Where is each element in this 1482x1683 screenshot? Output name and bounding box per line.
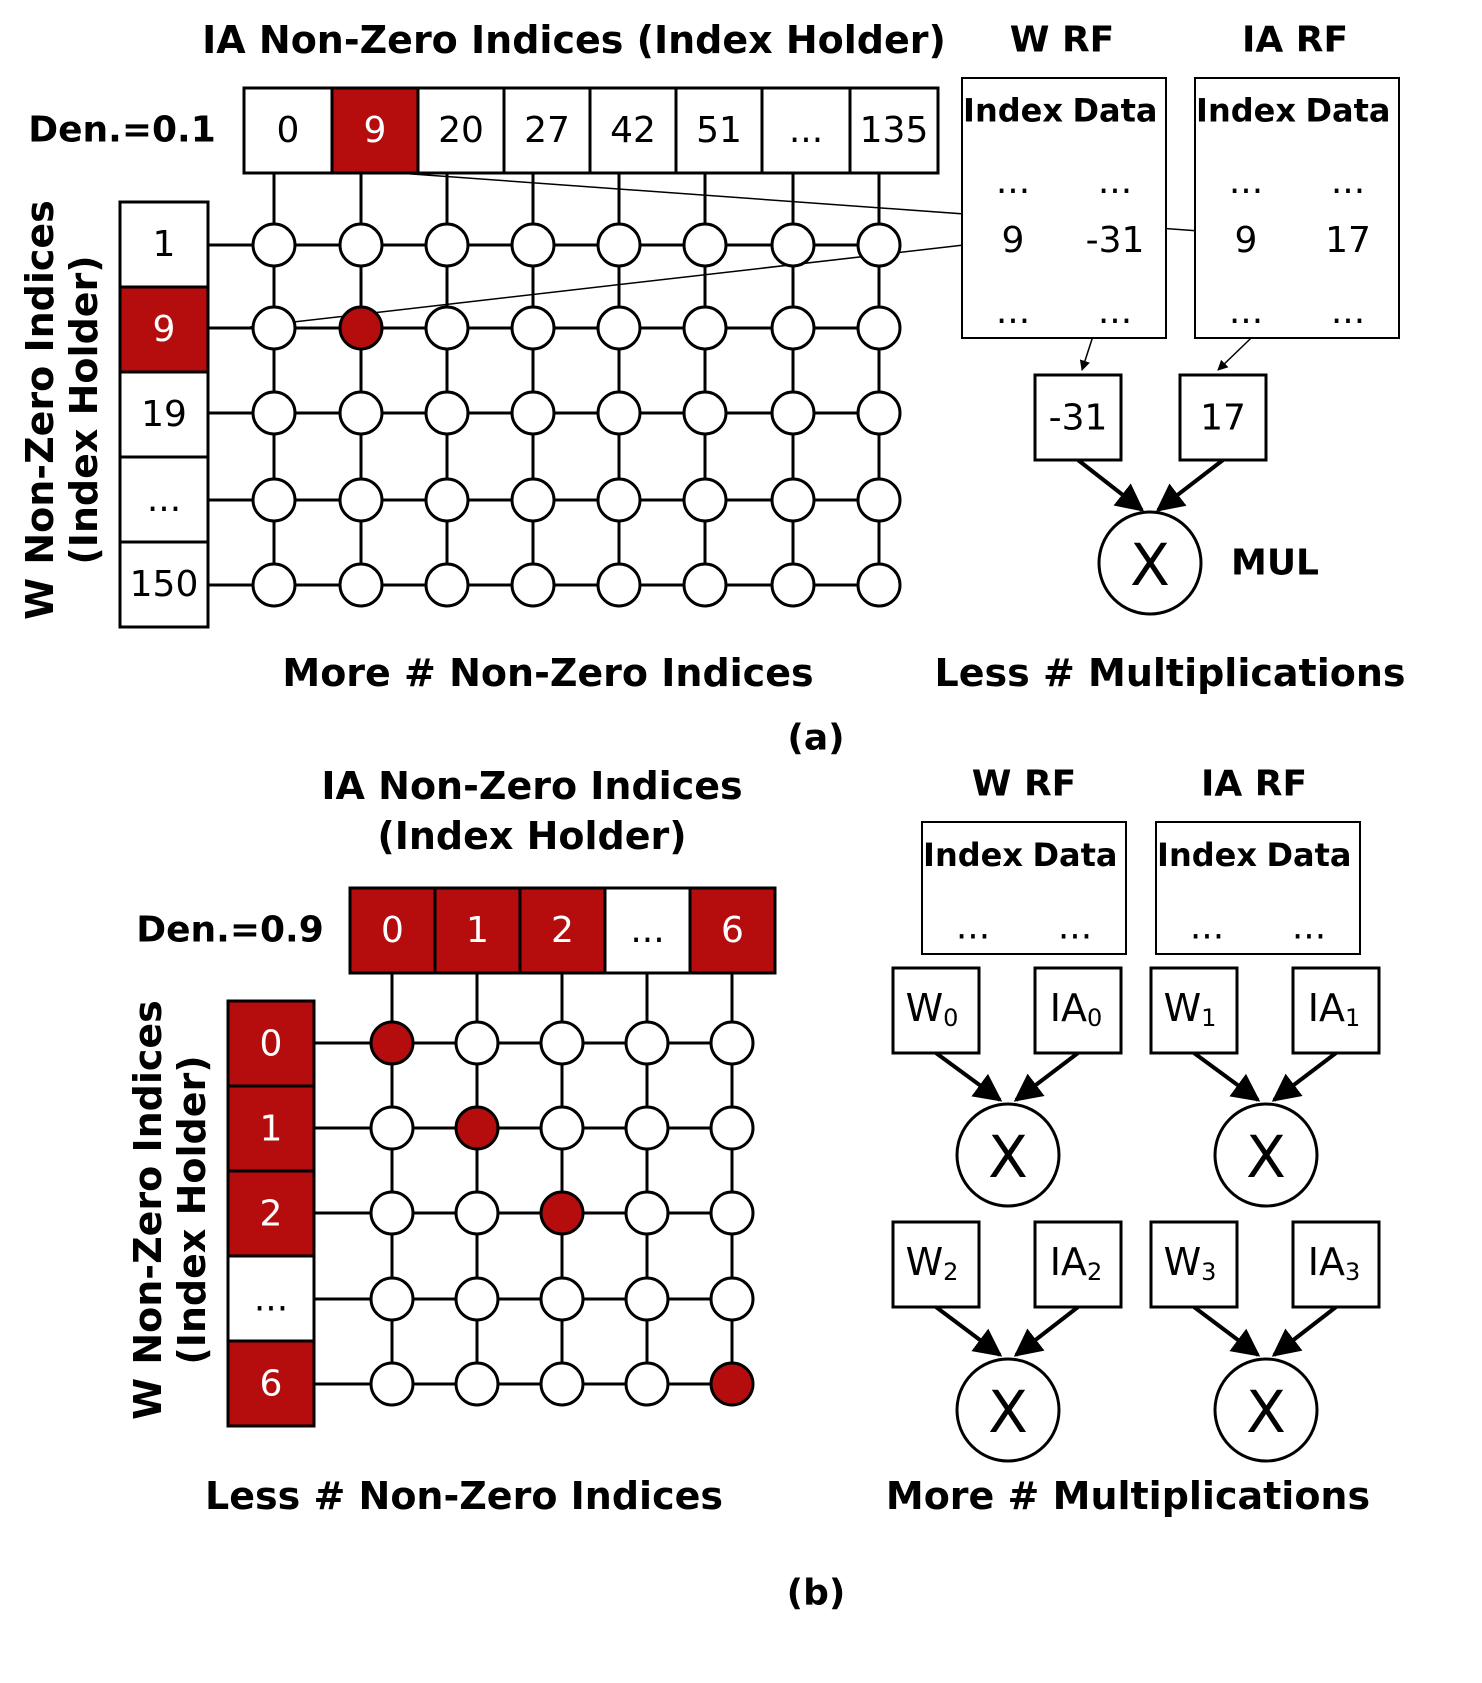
ia-rf-table-a-cell-data: ... [1330,161,1366,202]
matched-node-b [711,1363,753,1405]
w-operand-label-b: $W_1$ [1163,986,1217,1032]
grid-node-a [684,392,726,434]
w-index-value-b: 6 [259,1363,283,1405]
grid-node-b [711,1192,753,1234]
w-operand-label-b: $W_0$ [905,986,959,1032]
grid-node-b [626,1022,668,1064]
caption-right-a: Less # Multiplications [934,651,1406,695]
ia-operand-to-mul-b [1016,1307,1078,1355]
grid-node-a [598,564,640,606]
grid-node-a [512,307,554,349]
grid-node-b [371,1107,413,1149]
ia-rf-table-a-cell-index: 9 [1234,220,1258,261]
w-rf-table-a-title: W RF [1009,19,1115,61]
grid-node-a [772,307,814,349]
w-index-value-a: 19 [141,394,187,435]
w-rf-table-a-cell-data: ... [1097,161,1133,202]
grid-node-a [253,479,295,521]
matched-node-b [371,1022,413,1064]
w-rf-table-b-header-data: Data [1032,836,1118,874]
caption-left-a: More # Non-Zero Indices [282,651,814,695]
ia-index-value-a: 20 [438,110,484,151]
ia-index-value-b: ... [630,910,665,951]
matched-node-b [456,1107,498,1149]
grid-node-b [456,1022,498,1064]
w-index-value-a: 9 [152,309,176,350]
ia-rf-table-b-header-data: Data [1266,836,1352,874]
grid-node-b [371,1363,413,1405]
w-index-value-b: ... [253,1278,289,1320]
grid-node-b [711,1022,753,1064]
ia-rf-table-a-cell-data: 17 [1325,220,1371,261]
w-index-value-a: 150 [129,564,199,605]
w-axis-label-a-line1: W Non-Zero Indices [18,200,62,620]
ia-index-value-a: 9 [363,110,387,151]
grid-node-a [598,307,640,349]
grid-node-a [684,479,726,521]
ia-operand-label-b: $IA_0$ [1049,986,1103,1032]
grid-node-a [684,307,726,349]
grid-node-a [598,224,640,266]
w-index-value-b: 1 [259,1108,283,1150]
grid-node-b [541,1022,583,1064]
matched-node-a [340,307,382,349]
w-index-value-a: ... [146,479,182,520]
w-operand-to-mul-b [936,1053,1000,1100]
grid-node-b [711,1107,753,1149]
w-operand-label-b: $W_2$ [905,1240,959,1286]
grid-node-a [858,479,900,521]
w-operand-to-mul-b [1194,1053,1258,1100]
grid-node-a [772,392,814,434]
grid-node-a [340,224,382,266]
matched-node-b [541,1192,583,1234]
density-label-a: Den.=0.1 [28,109,216,151]
ia-rf-table-b-header-index: Index [1157,836,1257,874]
ia-operand-to-mul-b [1016,1053,1078,1100]
panel-label-b: (b) [786,1572,846,1614]
grid-node-a [858,392,900,434]
multiplier-symbol-b: X [1246,1123,1286,1191]
grid-node-b [626,1363,668,1405]
grid-node-a [512,564,554,606]
ia-index-value-a: 27 [524,110,570,151]
w-operand-value-a: -31 [1048,397,1108,439]
grid-node-b [541,1278,583,1320]
ia-rf-table-a-header-index: Index [1196,91,1296,130]
grid-node-b [456,1363,498,1405]
ia-operand-to-mul-b [1274,1307,1336,1355]
grid-node-a [598,479,640,521]
grid-node-a [512,224,554,266]
grid-node-a [426,564,468,606]
ia-index-value-a: 135 [859,110,929,151]
ia-rf-table-a-cell-index: ... [1228,161,1264,202]
grid-node-a [598,392,640,434]
ia-operand-label-b: $IA_1$ [1307,986,1361,1032]
multiplier-symbol-b: X [988,1378,1028,1446]
grid-node-a [858,224,900,266]
mul-label-a: MUL [1231,542,1319,584]
grid-node-a [340,564,382,606]
w-axis-label-b-line1: W Non-Zero Indices [126,1000,170,1420]
grid-node-a [512,479,554,521]
w-rf-table-a-cell-data: ... [1097,291,1133,332]
ia-operand-label-b: $IA_3$ [1307,1240,1361,1286]
density-label-b: Den.=0.9 [136,909,324,951]
ia-rf-table-b-cell-index: ... [1189,906,1225,948]
w-rf-table-a-cell-index: ... [995,161,1031,202]
w-rf-table-a-header-data: Data [1072,91,1158,130]
grid-node-a [772,479,814,521]
panel-label-a: (a) [787,717,845,759]
grid-node-b [711,1278,753,1320]
ia-rf-table-a-cell-index: ... [1228,291,1264,332]
ia-rf-table-a-title: IA RF [1241,19,1349,61]
grid-node-a [340,479,382,521]
ia-index-value-a: 0 [276,110,300,151]
w-rf-table-b-cell-data: ... [1057,906,1093,948]
grid-node-a [858,564,900,606]
w-rf-table-a-cell-index: 9 [1001,220,1025,261]
grid-node-a [340,392,382,434]
grid-node-b [371,1278,413,1320]
w-operand-to-mul-a [1078,460,1142,510]
ia-index-value-b: 2 [551,910,574,951]
w-operand-to-mul-b [1194,1307,1258,1355]
grid-node-a [426,479,468,521]
grid-node-b [541,1107,583,1149]
grid-node-a [426,224,468,266]
multiplier-symbol-b: X [988,1123,1028,1191]
w-index-value-b: 0 [259,1023,283,1065]
ia-rf-table-a-cell-data: ... [1330,291,1366,332]
grid-node-a [426,307,468,349]
ia-indices-title-b-line1: IA Non-Zero Indices [321,764,743,808]
grid-node-b [541,1363,583,1405]
w-operand-label-b: $W_3$ [1163,1240,1217,1286]
grid-node-a [512,392,554,434]
ia-index-value-a: ... [788,110,824,151]
w-index-value-b: 2 [259,1193,283,1235]
w-rf-table-b-header-index: Index [923,836,1023,874]
w-rf-table-a-cell-data: -31 [1085,220,1145,261]
grid-node-b [626,1107,668,1149]
ia-indices-title-b-line2: (Index Holder) [377,814,687,858]
grid-node-b [371,1192,413,1234]
ia-indices-title-a: IA Non-Zero Indices (Index Holder) [202,18,946,62]
grid-node-a [253,392,295,434]
ia-rf-table-a-header-data: Data [1305,91,1391,130]
ia-index-value-b: 1 [466,910,489,951]
caption-right-b: More # Multiplications [885,1474,1371,1518]
multiplier-symbol-b: X [1246,1378,1286,1446]
ia-index-value-a: 51 [696,110,742,151]
caption-left-b: Less # Non-Zero Indices [205,1474,723,1518]
grid-node-a [426,392,468,434]
grid-node-a [772,564,814,606]
grid-node-a [772,224,814,266]
w-axis-label-a-line2: (Index Holder) [62,255,106,565]
multiplier-symbol-a: X [1130,531,1170,599]
grid-node-a [684,564,726,606]
ia-operand-label-b: $IA_2$ [1049,1240,1103,1286]
grid-node-b [456,1278,498,1320]
grid-node-b [626,1278,668,1320]
grid-node-b [626,1192,668,1234]
ia-rf-table-b-title: IA RF [1200,763,1308,805]
w-rf-table-a-header-index: Index [963,91,1063,130]
w-operand-to-mul-b [936,1307,1000,1355]
grid-node-a [253,224,295,266]
ia-index-value-a: 42 [610,110,656,151]
ia-rf-table-b-cell-data: ... [1291,906,1327,948]
w-axis-label-b-line2: (Index Holder) [170,1055,214,1365]
grid-node-a [253,307,295,349]
grid-node-a [253,564,295,606]
grid-node-a [684,224,726,266]
ia-index-value-b: 6 [721,910,744,951]
ia-operand-value-a: 17 [1200,397,1246,439]
w-index-value-a: 1 [152,224,176,265]
w-rf-table-b-cell-index: ... [955,906,991,948]
ia-operand-to-mul-b [1274,1053,1336,1100]
ia-index-value-b: 0 [381,910,404,951]
w-rf-table-b-title: W RF [971,763,1077,805]
grid-node-a [858,307,900,349]
ia-operand-to-mul-a [1158,460,1223,510]
w-rf-table-a-cell-index: ... [995,291,1031,332]
grid-node-b [456,1192,498,1234]
